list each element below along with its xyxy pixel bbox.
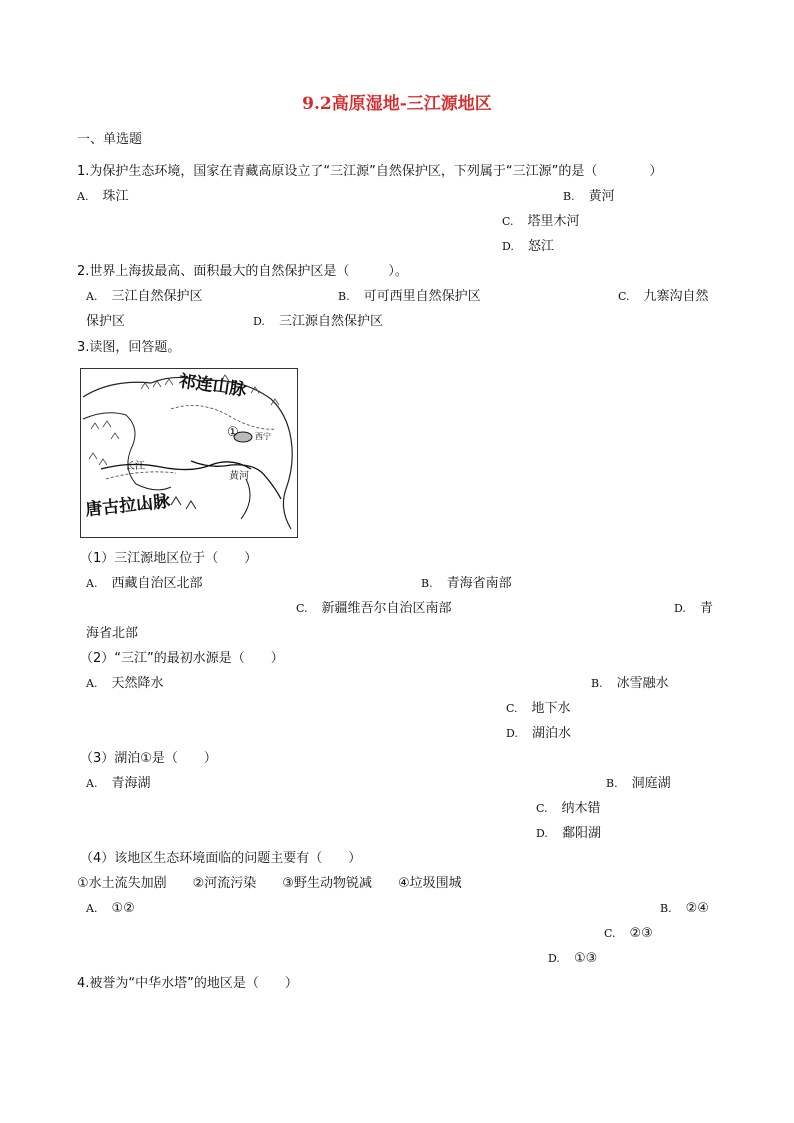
sub4-option-a[interactable]: A. ①② [86,901,135,916]
q1-option-a[interactable]: A. 珠江 [77,189,129,204]
page-title: 9.2高原湿地-三江源地区 [302,94,492,114]
sub2-option-d[interactable]: D. 湖泊水 [506,726,571,741]
sub1-option-d-wrap: 海省北部 [86,626,139,641]
q1-option-b[interactable]: B. 黄河 [563,189,615,204]
sub4-option-b[interactable]: B. ②④ [660,901,709,916]
q2-option-c-wrap: 保护区 [86,314,126,329]
sub1-option-b[interactable]: B. 青海省南部 [421,576,512,591]
sub3-option-d[interactable]: D. 鄱阳湖 [536,826,601,841]
map-label-xining: 西宁 [255,432,271,441]
q2-option-d[interactable]: D. 三江源自然保护区 [253,314,383,329]
sub3-option-a[interactable]: A. 青海湖 [86,776,151,791]
map-label-lake-marker: ① [227,425,239,440]
sub4-option-d[interactable]: D. ①③ [548,951,598,966]
q1-option-c[interactable]: C. 塔里木河 [502,214,580,229]
sub2-option-a[interactable]: A. 天然降水 [86,676,164,691]
sub3-option-b[interactable]: B. 洞庭湖 [606,776,671,791]
question-4-stem: 4.被誉为“中华水塔”的地区是（ ） [77,976,298,991]
sub3-option-c[interactable]: C. 纳木错 [536,801,601,816]
question-3-stem: 3.读图，回答题。 [77,340,181,355]
sub1-stem: （1）三江源地区位于（ ） [80,551,258,566]
sub1-option-d[interactable]: D. 青 [674,601,713,616]
sub2-option-b[interactable]: B. 冰雪融水 [591,676,669,691]
sub1-option-c[interactable]: C. 新疆维吾尔自治区南部 [296,601,452,616]
sub1-option-a[interactable]: A. 西藏自治区北部 [86,576,203,591]
sub2-option-c[interactable]: C. 地下水 [506,701,571,716]
q2-option-b[interactable]: B. 可可西里自然保护区 [338,289,481,304]
map-label-tanggula: 唐古拉山脉 [84,491,172,521]
three-rivers-map [80,368,298,538]
question-1-stem: 1.为保护生态环境，国家在青藏高原设立了“三江源”自然保护区，下列属于“三江源”的是（ ） [77,164,663,179]
q1-option-d[interactable]: D. 怒江 [502,239,554,254]
q2-option-a[interactable]: A. 三江自然保护区 [86,289,203,304]
section-heading: 一、单选题 [77,132,143,147]
map-label-huanghe: 黄河 [229,471,249,482]
map-label-qilian: 祁连山脉 [177,371,248,401]
sub4-items: ①水土流失加剧 ②河流污染 ③野生动物锐减 ④垃圾围城 [77,876,462,891]
sub4-option-c[interactable]: C. ②③ [604,926,653,941]
map-label-changjiang: 长江 [125,461,145,472]
q2-option-c[interactable]: C. 九寨沟自然 [618,289,709,304]
sub3-stem: （3）湖泊①是（ ） [80,751,217,766]
sub4-stem: （4）该地区生态环境面临的问题主要有（ ） [80,851,362,866]
sub2-stem: （2）“三江”的最初水源是（ ） [80,651,284,666]
question-2-stem: 2.世界上海拔最高、面积最大的自然保护区是（ ）。 [77,264,408,279]
